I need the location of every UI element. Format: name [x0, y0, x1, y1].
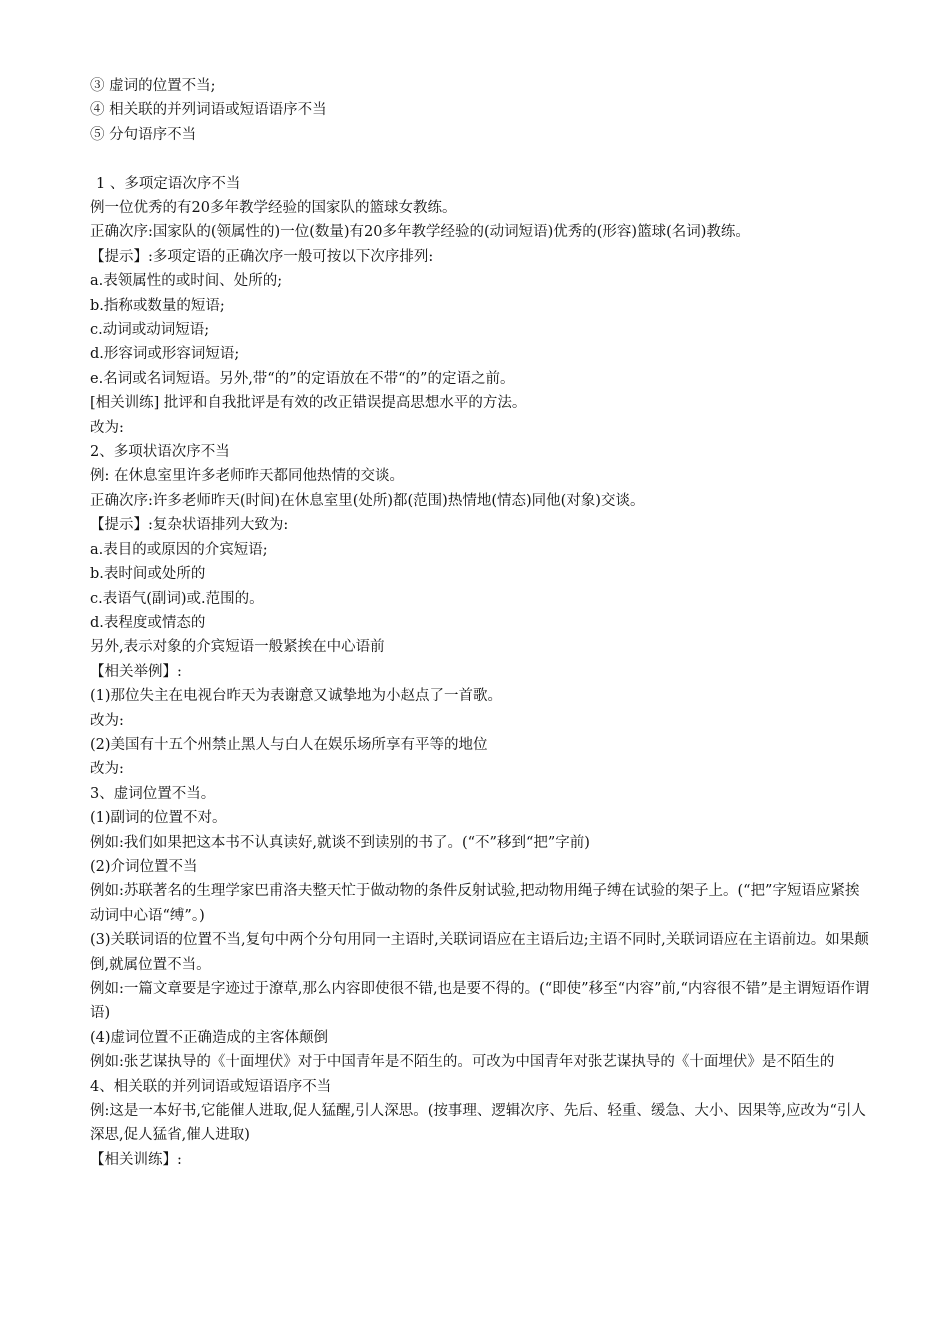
correct-order-text: 正确次序:国家队的(领属性的)一位(数量)有20多年教学经验的(动词短语)优秀的(形容)篮球(名词)教练。: [90, 224, 750, 241]
list-item-5: ⑤ 分句语序不当: [90, 126, 197, 143]
subsection-2: (2)介词位置不当: [90, 858, 198, 875]
list-item-c: c.动词或动词短语;: [90, 322, 210, 339]
subsection-3: (3)关联词语的位置不当,复句中两个分句用同一主语时,关联词语应在主语后边;主语不同时,关联词语应在主语前边。如果颠倒,就属位置不当。: [90, 932, 869, 973]
section-heading-1: 1 、多项定语次序不当: [96, 175, 241, 192]
revise-label: 改为:: [90, 712, 124, 729]
list-item-a: a.表领属性的或时间、处所的;: [90, 273, 283, 290]
document-page: [90, 74, 870, 1172]
example-text: 例:这是一本好书,它能催人进取,促人猛醒,引人深思。(按事理、逻辑次序、先后、轻重、缓急、大小、因果等,应改为“引人深思,促人猛省,催人进取): [90, 1103, 866, 1144]
tip-heading: 【提示】:复杂状语排列大致为:: [90, 517, 289, 534]
examples-heading: 【相关举例】:: [90, 663, 182, 680]
section-heading-3: 3、虚词位置不当。: [90, 785, 216, 802]
list-item-b: b.表时间或处所的: [90, 566, 206, 583]
training-text: [相关训练] 批评和自我批评是有效的改正错误提高思想水平的方法。: [90, 395, 527, 412]
tip-heading: 【提示】:多项定语的正确次序一般可按以下次序排列:: [90, 248, 434, 265]
example-text: 例如:一篇文章要是字迹过于潦草,那么内容即使很不错,也是要不得的。(“即使”移至“内容”前,“内容很不错”是主谓短语作谓语): [90, 981, 870, 1022]
example-1: (1)那位失主在电视台昨天为表谢意又诚挚地为小赵点了一首歌。: [90, 688, 503, 705]
note-text: 另外,表示对象的介宾短语一般紧挨在中心语前: [90, 639, 385, 656]
section-heading-4: 4、相关联的并列词语或短语语序不当: [90, 1078, 332, 1095]
example-text: 例一位优秀的有20多年教学经验的国家队的篮球女教练。: [90, 200, 457, 217]
blank-line: [90, 147, 870, 171]
list-item-c: c.表语气(副词)或.范围的。: [90, 590, 264, 607]
subsection-1: (1)副词的位置不对。: [90, 810, 227, 827]
list-item-a: a.表目的或原因的介宾短语;: [90, 541, 268, 558]
example-text: 例: 在休息室里许多老师昨天都同他热情的交谈。: [90, 468, 404, 485]
section-heading-2: 2、多项状语次序不当: [90, 444, 230, 461]
list-item-4: ④ 相关联的并列词语或短语语序不当: [90, 102, 327, 119]
list-item-b: b.指称或数量的短语;: [90, 297, 225, 314]
list-item-3: ③ 虚词的位置不当;: [90, 78, 216, 94]
revise-label: 改为:: [90, 419, 124, 436]
subsection-4: (4)虚词位置不正确造成的主客体颠倒: [90, 1029, 329, 1046]
example-2: (2)美国有十五个州禁止黑人与白人在娱乐场所享有平等的地位: [90, 736, 488, 753]
example-text: 例如:我们如果把这本书不认真读好,就谈不到读别的书了。(“不”移到“把”字前): [90, 834, 590, 851]
example-text: 例如:张艺谋执导的《十面埋伏》对于中国青年是不陌生的。可改为中国青年对张艺谋执导的《十面埋伏》是不陌生的: [90, 1054, 835, 1071]
list-item-d: d.表程度或情态的: [90, 614, 206, 631]
correct-order-text: 正确次序:许多老师昨天(时间)在休息室里(处所)都(范围)热情地(情态)同他(对象)交谈。: [90, 492, 645, 509]
list-item-e: e.名词或名词短语。另外,带“的”的定语放在不带“的”的定语之前。: [90, 370, 515, 387]
revise-label: 改为:: [90, 761, 124, 778]
training-heading: 【相关训练】:: [90, 1151, 182, 1168]
example-text: 例如:苏联著名的生理学家巴甫洛夫整天忙于做动物的条件反射试验,把动物用绳子缚在试验的架子上。(“把”字短语应紧挨动词中心语“缚”。): [90, 883, 860, 924]
list-item-d: d.形容词或形容词短语;: [90, 346, 240, 363]
